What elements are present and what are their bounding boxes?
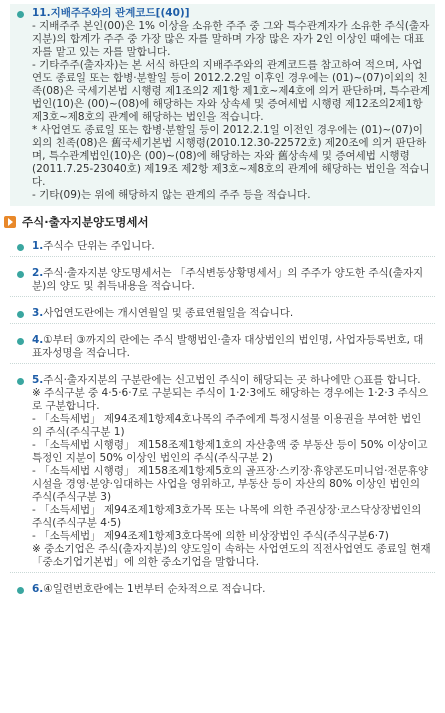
- item-text: - 「소득세법」 제94조제1항제3호다목에 의한 비상장법인 주식(주식구분6·7): [32, 530, 389, 542]
- item-text: 주식·출자지분의 구분란에는 신고법인 주식이 해당되는 곳 하나에만 ○표를 합니다.: [43, 374, 421, 386]
- item-number: 4.: [32, 334, 44, 346]
- item-text: 주식수 단위는 주입니다.: [43, 240, 155, 252]
- item-11-line: - 기타(09)는 위에 해당하지 않는 관계의 주주 등을 적습니다.: [32, 189, 311, 201]
- item-11-line: - 지배주주 본인(00)은 1% 이상을 소유한 주주 중 그와 특수관계자가 소유한 주식(출자지분)의 합계가 주주 중 가장 많은 자를 말하며 가장 많은 자가 2인 이상인 때에는 대표자를 맡고 있는 자를 말합니다.: [32, 20, 430, 58]
- item-text: 주식·출자지분 양도명세서는 「주식변동상황명세서」의 주주가 양도한 주식(출자지분)의 양도 및 취득내용을 적습니다.: [32, 267, 424, 292]
- item-text: - 「소득세법 시행령」 제158조제1항제5호의 골프장·스키장·휴양콘도미니엄·전문휴양시설을 경영·분양·임대하는 사업을 영위하고, 부동산 등이 자산의 80% 이상인 법인의 주식(주식구분 3): [32, 465, 428, 503]
- bullet-icon: [17, 244, 24, 251]
- bullet-icon: [17, 338, 24, 345]
- list-item: [10, 304, 435, 324]
- bullet-icon: [17, 311, 24, 318]
- item-number: 2.: [32, 267, 44, 279]
- item-number: 5.: [32, 374, 44, 386]
- list-item: [10, 580, 435, 599]
- item-text: ④일련번호란에는 1번부터 순차적으로 적습니다.: [43, 583, 266, 595]
- item-text: - 「소득세법」 제94조제1항제3호가목 또는 나목에 의한 주권상장·코스닥상장법인의 주식(주식구분 4·5): [32, 504, 422, 529]
- item-number: 6.: [32, 583, 44, 595]
- section-header: [4, 213, 435, 231]
- list-item: [10, 264, 435, 297]
- list-item: [10, 331, 435, 364]
- section-title: 주식·출자지분양도명세서: [22, 214, 149, 229]
- item-text: ①부터 ③까지의 란에는 주식 발행법인·출자 대상법인의 법인명, 사업자등록번호, 대표자성명을 적습니다.: [32, 334, 424, 359]
- item-11-relation-code: [10, 4, 435, 206]
- arrow-right-icon: [4, 216, 16, 228]
- item-11-line: - 기타주주(출자자)는 본 서식 하단의 지배주주와의 관계코드를 참고하여 적으며, 사업연도 종료일 또는 합병·분할일 등이 2012.2.2일 이후인 경우에는 (01)~(07)이외의 친족(08)은 국세기본법 시행령 제1조의2 제1항 제1호~제4호에 의거 판단하며, 특수관계법인(10)은 (00)~(08)에 해당하는 자와 상속세 및 증여세법 시행령 제12조의2제1항 제3호~제8호의 관계에 해당하는 법인을 적습니다.: [32, 59, 431, 123]
- bullet-icon: [17, 271, 24, 278]
- item-text: ※ 중소기업은 주식(출자지분)의 양도일이 속하는 사업연도의 직전사업연도 종료일 현재 「중소기업기본법」에 의한 중소기업을 말합니다.: [32, 543, 431, 568]
- bullet-icon: [17, 587, 24, 594]
- bullet-icon: [17, 11, 24, 18]
- item-text: - 「소득세법 시행령」 제158조제1항제1호의 자산총액 중 부동산 등이 50% 이상이고 특정인 지분이 50% 이상인 법인의 주식(주식구분 2): [32, 439, 428, 464]
- list-item: [10, 371, 435, 573]
- item-text: 사업연도란에는 개시연월일 및 종료연월일을 적습니다.: [43, 307, 294, 319]
- bullet-icon: [17, 378, 24, 385]
- item-number: 1.: [32, 240, 44, 252]
- item-text: ※ 주식구분 중 4·5·6·7로 구분되는 주식이 1·2·3에도 해당하는 경우에는 1·2·3 주식으로 구분합니다.: [32, 387, 429, 412]
- item-text: - 「소득세법」 제94조제1항제4호나목의 주주에게 특정시설물 이용권을 부여한 법인의 주식(주식구분 1): [32, 413, 422, 438]
- item-11-line: * 사업연도 종료일 또는 합병·분할일 등이 2012.2.1일 이전인 경우에는 (01)~(07)이외의 친족(08)은 舊국세기본법 시행령(2010.12.30-22572호) 제20조에 의거 판단하며, 특수관계법인(10)은 (00)~(08)에 해당하는 자와 舊상속세 및 증여세법 시행령(2011.7.25-23040호) 제19조 제2항 제3호~제8호의 관계에 해당하는 법인을 적습니다.: [32, 124, 430, 188]
- list-item: [10, 237, 435, 257]
- item-11-heading: 11.지배주주와의 관계코드[(40)]: [32, 7, 190, 19]
- item-number: 3.: [32, 307, 44, 319]
